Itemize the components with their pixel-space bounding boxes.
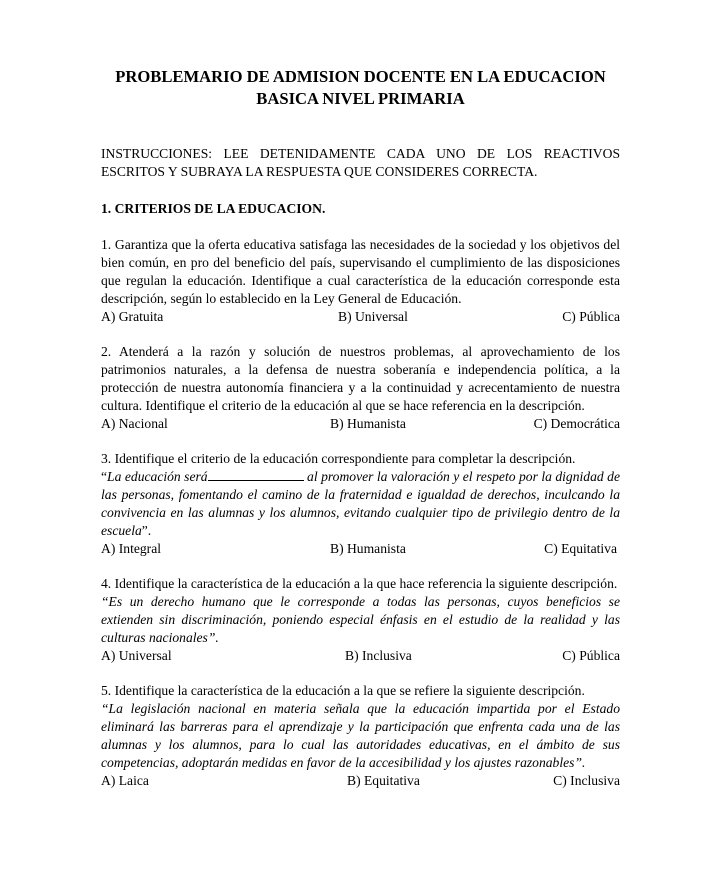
- option-c[interactable]: C) Inclusiva: [553, 773, 620, 788]
- question-quote: “La legislación nacional en materia señala que la educación impartida por el Estado eliminará las barreras para el aprendizaje y la participación que enfrenta cada una de las alumnas y los alumnos, para lo cual las autoridades educativas, en el ámbito de sus competencias, adoptarán medidas en favor de la accesibilidad y los ajustes razonables”.: [101, 701, 620, 770]
- fill-in-blank[interactable]: [208, 468, 304, 481]
- option-b[interactable]: B) Humanista: [330, 541, 406, 556]
- option-c[interactable]: C) Equitativa: [544, 541, 617, 556]
- quote-close-mark: ”.: [141, 523, 152, 538]
- answer-options: [101, 540, 620, 558]
- option-a[interactable]: A) Integral: [101, 541, 162, 556]
- option-a[interactable]: A) Gratuita: [101, 309, 164, 324]
- question-stem: 2. Atenderá a la razón y solución de nuestros problemas, al aprovechamiento de los patrimonios naturales, a la defensa de nuestra soberanía e independencia política, a la protección de nuestra autonomía financiera y a la continuidad y acrecentamiento de nuestra cultura. Identifique el criterio de la educación al que se hace referencia en la descripción.: [101, 344, 620, 413]
- option-b[interactable]: B) Equitativa: [347, 773, 420, 788]
- question-quote: [101, 468, 620, 540]
- question-stem: 4. Identifique la característica de la educación a la que hace referencia la siguiente descripción.: [101, 576, 618, 591]
- document-title: [101, 66, 620, 110]
- option-a[interactable]: A) Universal: [101, 648, 172, 663]
- option-a[interactable]: A) Laica: [101, 773, 149, 788]
- question-3: [101, 450, 620, 558]
- option-a[interactable]: A) Nacional: [101, 416, 168, 431]
- question-1: [101, 236, 620, 326]
- question-stem: 5. Identifique la característica de la educación a la que se refiere la siguiente descripción.: [101, 683, 585, 698]
- quote-open-mark: “: [101, 469, 108, 484]
- title-line-1: PROBLEMARIO DE ADMISION DOCENTE EN LA EDUCACION: [115, 67, 606, 86]
- question-4: [101, 575, 620, 665]
- question-stem: 1. Garantiza que la oferta educativa satisfaga las necesidades de la sociedad y los objetivos del bien común, en pro del beneficio del país, supervisando el cumplimiento de las disposiciones que regulan la educación. Identifique a cual característica de la educación corresponde esta descripción, según lo establecido en la Ley General de Educación.: [101, 237, 620, 306]
- question-quote: “Es un derecho humano que le corresponde a todas las personas, cuyos beneficios se extienden sin discriminación, poniendo especial énfasis en el estudio de la realidad y las culturas nacionales”.: [101, 594, 620, 645]
- question-5: [101, 682, 620, 790]
- option-c[interactable]: C) Pública: [562, 648, 620, 663]
- instructions: INSTRUCCIONES: LEE DETENIDAMENTE CADA UNO DE LOS REACTIVOS ESCRITOS Y SUBRAYA LA RESPUESTA QUE CONSIDERES CORRECTA.: [101, 146, 620, 179]
- option-b[interactable]: B) Humanista: [330, 416, 406, 431]
- option-c[interactable]: C) Pública: [562, 309, 620, 324]
- answer-options: [101, 415, 620, 433]
- answer-options: [101, 308, 620, 326]
- answer-options: [101, 772, 620, 790]
- option-c[interactable]: C) Democrática: [533, 416, 620, 431]
- section-title: 1. CRITERIOS DE LA EDUCACION.: [101, 201, 326, 216]
- quote-start: La educación será: [107, 469, 208, 484]
- option-b[interactable]: B) Inclusiva: [345, 648, 412, 663]
- option-b[interactable]: B) Universal: [338, 309, 408, 324]
- title-line-2: BASICA NIVEL PRIMARIA: [256, 89, 465, 108]
- answer-options: [101, 647, 620, 665]
- question-stem: 3. Identifique el criterio de la educación correspondiente para completar la descripción.: [101, 451, 576, 466]
- quote-rest: al promover la valoración y el respeto por la dignidad de las personas, fomentando el camino de la fraternidad e igualdad de derechos, inculcando la convivencia en las alumnas y los alumnos, evitando cualquier tipo de privilegio dentro de la escuela: [101, 469, 620, 538]
- question-2: [101, 343, 620, 433]
